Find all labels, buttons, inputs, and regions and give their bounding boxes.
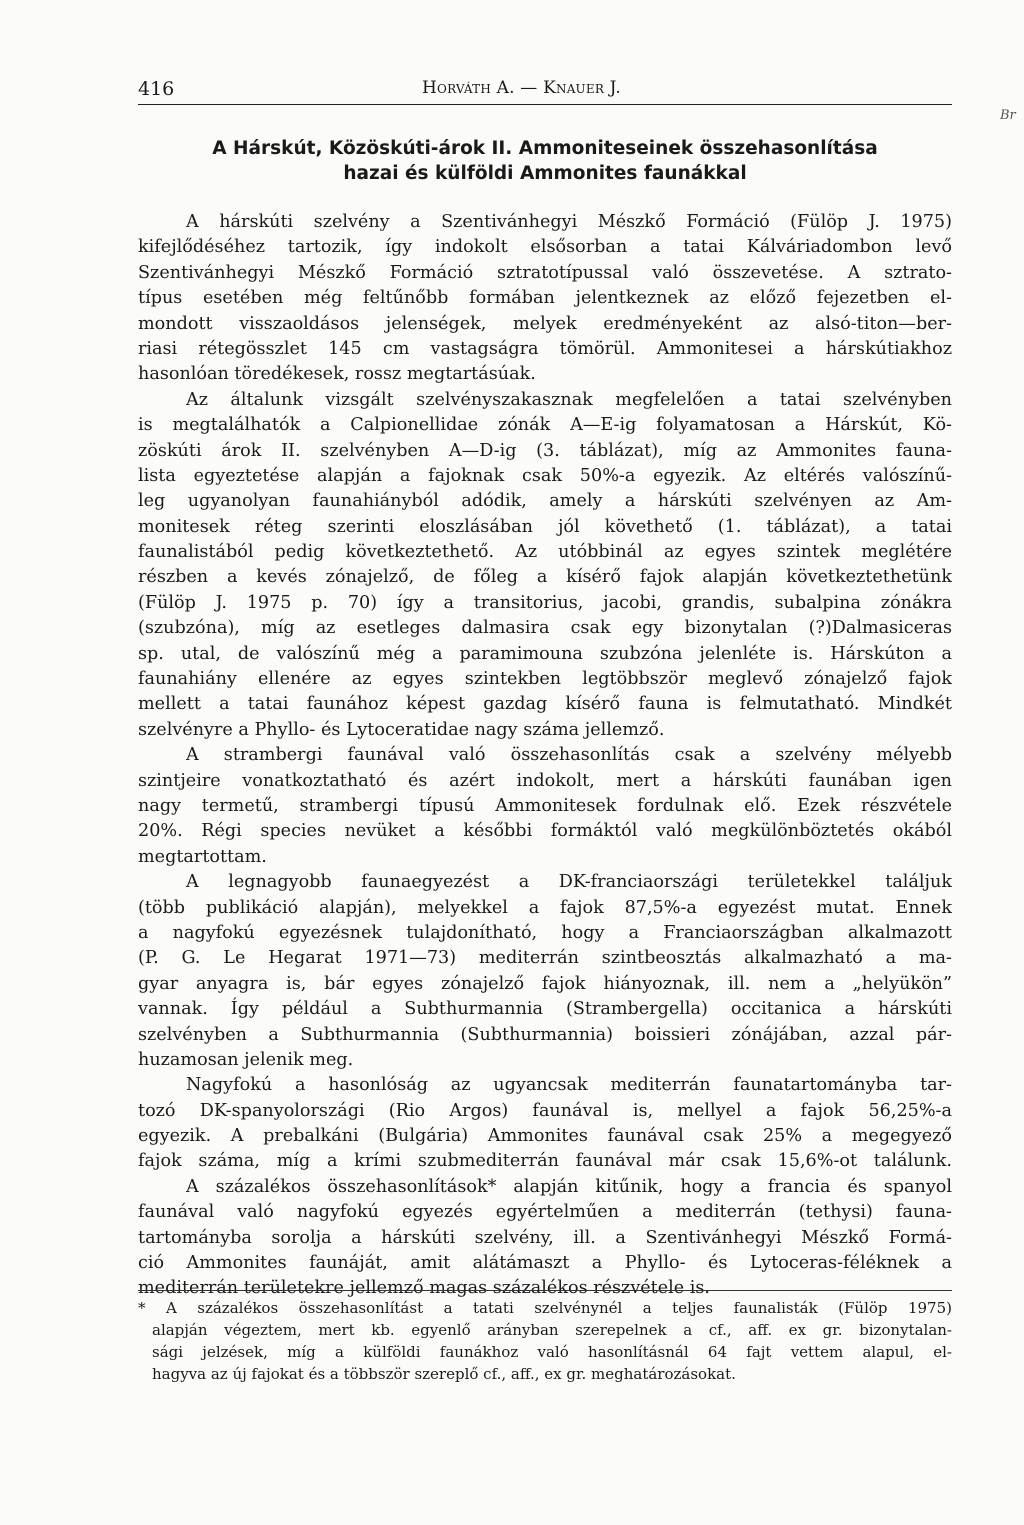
body-line: a nagyfokú egyezésnek tulajdonítható, hogy a Franciaországban alkalmazott <box>138 922 952 943</box>
body-line: zöskúti árok II. szelvényben A—D-ig (3. táblázat), míg az Ammonites fauna- <box>138 440 952 461</box>
body-line: sp. utal, de valószínű még a paramimouna szubzóna jelenléte is. Hárskúton a <box>138 643 952 664</box>
body-line: (Fülöp J. 1975 p. 70) így a transitorius, jacobi, grandis, subalpina zónákra <box>138 592 952 613</box>
body-line: leg ugyanolyan faunahiányból adódik, amely a hárskúti szelvényen az Am- <box>138 491 952 512</box>
body-line: A százalékos összehasonlítások* alapján kitűnik, hogy a francia és spanyol <box>186 1176 952 1197</box>
page-header <box>138 78 952 105</box>
body-line: szintjeire vonatkoztatható és azért indokolt, mert a hárskúti faunában igen <box>138 770 952 791</box>
body-line: nagy termetű, strambergi típusú Ammonitesek fordulnak elő. Ezek részvétele <box>138 795 952 816</box>
page-number: 416 <box>138 78 175 100</box>
body-line: (P. G. Le Hegarat 1971—73) mediterrán szintbeosztás alkalmazható a ma- <box>138 948 952 969</box>
footnote-line: sági jelzések, míg a külföldi faunákhoz való hasonlításnál 64 fajt vettem alapul, el- <box>152 1343 952 1361</box>
body-line: ció Ammonites faunáját, amit alátámaszt a Phyllo- és Lytoceras-féléknek a <box>138 1253 952 1274</box>
body-line: szelvényre a Phyllo- és Lytoceratidae nagy száma jellemző. <box>138 719 665 740</box>
body-line: szelvényben a Subthurmannia (Subthurmannia) boissieri zónájában, azzal pár- <box>138 1024 952 1045</box>
body-line: (szubzóna), míg az esetleges dalmasira csak egy bizonytalan (?)Dalmasiceras <box>138 618 952 639</box>
body-line: fajok száma, míg a krími szubmediterrán faunával már csak 15,6%-ot találunk. <box>138 1151 952 1172</box>
body-line: huzamosan jelenik meg. <box>138 1049 354 1070</box>
body-line: gyar anyagra is, bár egyes zónajelző fajok hiányoznak, ill. nem a „helyükön” <box>138 973 952 994</box>
section-title <box>138 136 952 186</box>
body-line: típus esetében még feltűnőbb formában jelentkeznek az előző fejezetben el- <box>138 288 952 309</box>
title-line-1: A Hárskút, Közöskúti-árok II. Ammoniteseinek összehasonlítása <box>212 138 878 159</box>
body-line: A strambergi faunával való összehasonlítás csak a szelvény mélyebb <box>186 745 952 766</box>
body-text <box>138 210 952 1302</box>
body-line: Szentivánhegyi Mészkő Formáció sztratotípussal való összevetése. A sztrato- <box>138 262 952 283</box>
body-line: Az általunk vizsgált szelvényszakasznak megfelelően a tatai szelvényben <box>186 389 952 410</box>
body-line: lista egyeztetése alapján a fajoknak csak 50%-a egyezik. Az eltérés valószínű- <box>138 465 952 486</box>
body-line: riasi rétegösszlet 145 cm vastagságra tömörül. Ammonitesei a hárskútiakhoz <box>138 338 952 359</box>
body-line: Nagyfokú a hasonlóság az ugyancsak mediterrán faunatartományba tar- <box>186 1075 952 1096</box>
body-line: megtartottam. <box>138 846 267 867</box>
body-line: tozó DK-spanyolországi (Rio Argos) faunával is, mellyel a fajok 56,25%-a <box>138 1100 952 1121</box>
body-line: monitesek réteg szerinti eloszlásában jól követhető (1. táblázat), a tatai <box>138 516 952 537</box>
body-line: mediterrán területekre jellemző magas százalékos részvétele is. <box>138 1278 711 1299</box>
footnote <box>138 1290 952 1385</box>
body-line: mondott visszaoldásos jelenségek, melyek eredményeként az alsó-titon—ber- <box>138 313 952 334</box>
footnote-line: * A százalékos összehasonlítást a tatati szelvénynél a teljes faunalisták (Fülöp 1975) <box>138 1299 952 1317</box>
body-line: faunalistából pedig következtethető. Az utóbbinál az egyes szintek meglétére <box>138 542 952 563</box>
body-line: A hárskúti szelvény a Szentivánhegyi Mészkő Formáció (Fülöp J. 1975) <box>186 212 952 232</box>
body-line: A legnagyobb faunaegyezést a DK-franciaországi területekkel találjuk <box>186 872 952 893</box>
footnote-line: hagyva az új fajokat és a többször szereplő cf., aff., ex gr. meghatározásokat. <box>152 1365 736 1383</box>
body-line: faunahiány ellenére az egyes szintekben legtöbbször meglevő zónajelző fajok <box>138 669 952 690</box>
body-line: részben a kevés zónajelző, de főleg a kísérő fajok alapján következtethetünk <box>138 567 952 588</box>
body-line: 20%. Régi species nevüket a későbbi formáktól való megkülönböztetés okából <box>138 821 952 842</box>
body-line: egyezik. A prebalkáni (Bulgária) Ammonites faunával csak 25% a megegyező <box>138 1126 952 1147</box>
body-line: tartományba sorolja a hárskúti szelvény, ill. a Szentivánhegyi Mészkő Formá- <box>138 1227 952 1248</box>
body-line: hasonlóan töredékesek, rossz megtartásúak. <box>138 364 536 385</box>
margin-note: Br <box>1000 108 1016 123</box>
body-line: kifejlődéséhez tartozik, így indokolt elsősorban a tatai Kálváriadombon levő <box>138 237 952 258</box>
footnote-line: alapján végeztem, mert kb. egyenlő arányban szerepelnek a cf., aff. ex gr. bizonytalan- <box>152 1321 952 1339</box>
body-line: mellett a tatai faunához képest gazdag kísérő fauna is felmutatható. Mindkét <box>138 694 952 715</box>
body-line: vannak. Így például a Subthurmannia (Strambergella) occitanica a hárskúti <box>138 999 952 1020</box>
running-head: Horváth A. — Knauer J. <box>422 78 621 98</box>
body-line: is megtalálhatók a Calpionellidae zónák A—E-ig folyamatosan a Hárskút, Kö- <box>138 415 952 436</box>
body-line: (több publikáció alapján), melyekkel a fajok 87,5%-a egyezést mutat. Ennek <box>138 897 952 918</box>
body-line: faunával való nagyfokú egyezés egyértelműen a mediterrán (tethysi) fauna- <box>138 1202 952 1223</box>
footnote-rule <box>138 1290 952 1291</box>
title-line-2: hazai és külföldi Ammonites faunákkal <box>343 163 747 184</box>
